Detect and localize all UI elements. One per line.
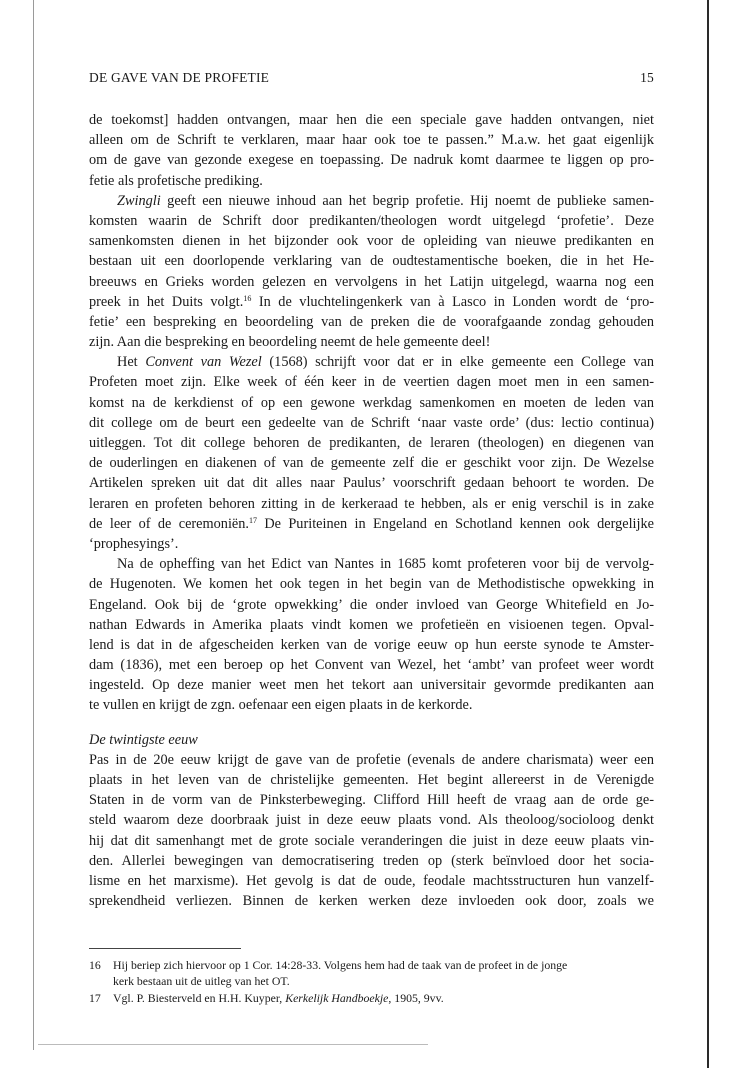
- footnote-number: 16: [89, 958, 101, 972]
- text-line: dam (1836), met een beroep op het Convent van Wezel, het ‘ambt’ van profeet weer wordt: [89, 657, 654, 674]
- text-line: nathan Edwards in Amerika plaats vindt komen we profetieën en visioenen tegen. Opval-: [89, 616, 654, 633]
- text-line: bestaan uit een doorlopende verklaring van de oudtestamentische boeken, die in het He-: [89, 253, 654, 270]
- text-line: fetie als profetische prediking.: [89, 172, 263, 189]
- footnote-17: [89, 990, 654, 1006]
- running-head: [89, 70, 654, 88]
- text-line: ‘prophesyings’.: [89, 535, 179, 552]
- text-line: zijn. Aan die bespreking en beoordeling neemt de hele gemeente deel!: [89, 334, 491, 351]
- text-line: Het Convent van Wezel (1568) schrijft voor dat er in elke gemeente een College van: [117, 354, 655, 371]
- text-line: samenkomsten dienen in het bijzonder ook voor de opleiding van nieuwe predikanten en: [89, 233, 654, 250]
- text-line: breeuws en Grieks worden gelezen en vervolgens in het Latijn uitgelegd, waarna nog een: [89, 273, 654, 290]
- text-line: komst na de kerkdienst of op een gewone werkdag samenkomen en moeten de leden van: [89, 394, 654, 411]
- text-line: leraren en profeten behoren zitting in de kerkeraad te hebben, als er enig verschil is in zake: [89, 495, 654, 512]
- text-line: hij dat dit samenhangt met de grote sociale veranderingen die juist in deze eeuw plaats vin-: [89, 832, 654, 849]
- footnote-ref-17[interactable]: 17: [248, 515, 257, 525]
- text-line: ingesteld. Op deze manier weet men het tekort aan universitair gevormde predikanten aan: [89, 677, 654, 694]
- footnote-divider: [89, 948, 241, 949]
- footnote-line: Hij beriep zich hiervoor op 1 Cor. 14:28-33. Volgens hem had de taak van de profeet in de jonge: [113, 958, 568, 972]
- text-line: alleen om de Schrift te verklaren, maar haar ook toe te passen.” M.a.w. het gaat eigenlijk: [89, 132, 654, 149]
- footnote-16: [89, 957, 654, 989]
- text-line: Pas in de 20e eeuw krijgt de gave van de profetie (evenals de andere charismata) weer een: [89, 751, 654, 768]
- text-line: sprekendheid verliezen. Binnen de kerken werken deze invloeden ook door, zoals we: [89, 893, 654, 910]
- footnotes: [89, 957, 654, 1006]
- text-line: de leer of de ceremoniën.$^{17}$ De Puriteinen in Engeland en Schotland kennen ook dergelijke: [89, 515, 654, 532]
- text-line: om de gave van gezonde exegese en toepassing. De nadruk komt daarmee te liggen op pro-: [89, 152, 654, 169]
- text-line: de toekomst] hadden ontvangen, maar hen die een speciale gave hadden ontvangen, niet: [89, 112, 654, 128]
- scan-edge-left: [33, 0, 34, 1050]
- text-line: lisme en het marxisme). Het gevolg is dat de oude, feodale machtsstructuren hun vanzelf-: [89, 872, 654, 889]
- text-line: lend is dat in de afgescheiden kerken van de vorige eeuw op hun eerste synode te Amster-: [89, 636, 654, 653]
- scan-edge-bottom: [38, 1044, 428, 1045]
- text-line: preek in het Duits volgt.$^{16}$ In de vluchtelingenkerk van à Lasco in Londen wordt de ‘pro-: [89, 293, 655, 310]
- text-line: de ouderlingen en diakenen of van de gemeente zelf die er geschikt voor zijn. De Wezelse: [89, 455, 654, 472]
- footnote-number: 17: [89, 991, 101, 1005]
- text-line: Profeten moet zijn. Elke week of één keer in de veertien dagen moet men in een samen-: [89, 374, 654, 391]
- text-line: plaats in het leven van de christelijke gemeenten. Het begint allereerst in de Verenigde: [89, 772, 654, 788]
- text-line: Staten in de vorm van de Pinksterbeweging. Clifford Hill heeft de vraag aan de orde ge-: [89, 792, 654, 809]
- text-line: Zwingli geeft een nieuwe inhoud aan het begrip profetie. Hij noemt de publieke samen-: [117, 192, 654, 209]
- text-line: Engeland. Ook bij de ‘grote opwekking’ die onder invloed van George Whitefield en Jo-: [89, 596, 654, 613]
- text-line: Na de opheffing van het Edict van Nantes in 1685 komt profeteren voor bij de vervolg-: [117, 556, 654, 573]
- running-head-title: DE GAVE VAN DE PROFETIE: [89, 70, 270, 85]
- italic-convent: Convent van Wezel: [145, 354, 262, 371]
- scan-edge-right: [707, 0, 709, 1068]
- footnote-book-title: Kerkelijk Handboekje: [285, 991, 389, 1005]
- text-line: Artikelen spreken uit dat dit alles naar Paulus’ voorschrift gedaan behoort te worden. De: [89, 475, 654, 492]
- footnote-ref-16[interactable]: 16: [243, 293, 252, 303]
- section-heading: De twintigste eeuw: [89, 731, 198, 748]
- text-line: den. Allerlei bewegingen van democratisering treden op (sterk beïnvloed door het socia-: [89, 852, 654, 869]
- text-line: fetie’ een bespreking en beoordeling van de preken die de voorafgaande zondag gehouden: [89, 313, 654, 330]
- text-line: te vullen en krijgt de zgn. oefenaar een eigen plaats in de kerkorde.: [89, 697, 473, 714]
- page-number: 15: [640, 70, 654, 85]
- text-line: komsten waarin de Schrift door predikanten/theologen wordt uitgelegd ‘profetie’. Deze: [89, 212, 654, 229]
- text-line: uitleggen. Tot dit college behoren de predikanten, de leraren (theologen) en diegenen van: [89, 435, 654, 451]
- text-line: dit college om de beurt een gedeelte van de Schrift ‘naar vaste orde’ (dus: lectio continua): [89, 414, 654, 431]
- footnote-line: Vgl. P. Biesterveld en H.H. Kuyper, Kerkelijk Handboekje, 1905, 9vv.: [113, 991, 444, 1005]
- italic-zwingli: Zwingli: [117, 192, 161, 209]
- text-line: de Hugenoten. We komen het ook tegen in het begin van de Methodistische opwekking in: [89, 576, 654, 593]
- footnote-line: kerk bestaan uit de uitleg van het OT.: [113, 974, 290, 988]
- text-line: steld waarom deze doorbraak juist in deze eeuw plaats vond. Als theoloog/socioloog denkt: [89, 812, 654, 829]
- body-text: [89, 110, 654, 911]
